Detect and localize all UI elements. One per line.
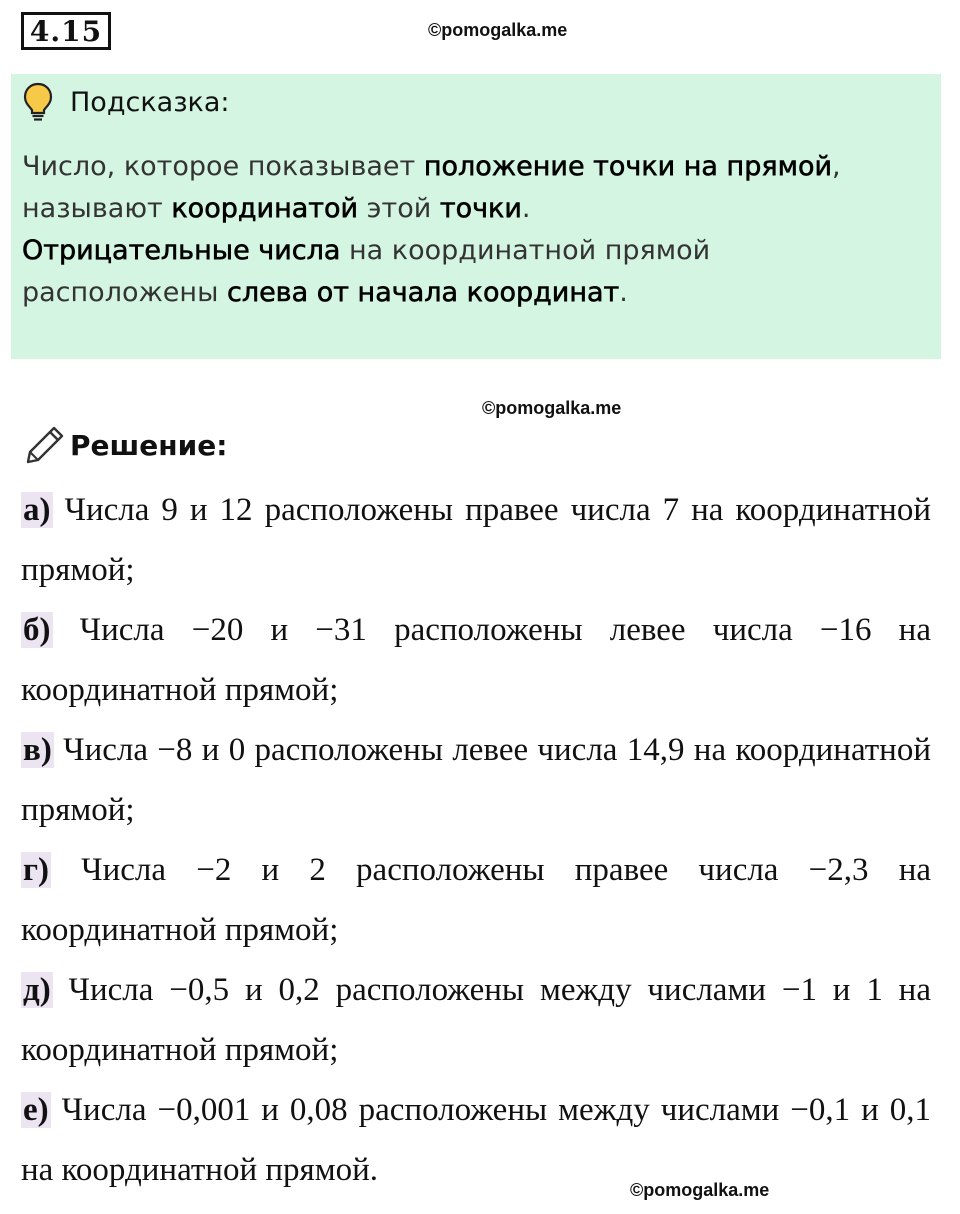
- watermark: ©pomogalka.me: [630, 1180, 770, 1200]
- hint-bold-text: Отрицательные числа: [22, 235, 341, 266]
- solution-title-text: Решение:: [70, 428, 228, 462]
- hint-text-fragment: .: [521, 193, 531, 224]
- solution-title: [24, 424, 227, 466]
- answer-text: Числа −0,001 и 0,08 расположены между числами −0,1 и 0,1 на координатной прямой.: [21, 1092, 931, 1188]
- hint-text-fragment: расположены: [22, 277, 227, 308]
- answer-letter: е): [23, 1092, 49, 1128]
- answer-item: [21, 480, 931, 600]
- answer-item: [21, 600, 931, 720]
- answer-letter: а): [23, 492, 51, 528]
- hint-bold-text: координатой: [171, 193, 359, 224]
- answer-item: [21, 1080, 931, 1200]
- hint-text: [22, 146, 922, 314]
- answer-letter: б): [23, 612, 51, 648]
- hint-text-fragment: ,: [832, 151, 841, 182]
- pencil-icon: [24, 424, 66, 466]
- hint-bold-text: точки: [439, 193, 522, 224]
- watermark: ©pomogalka.me: [482, 398, 622, 418]
- answers-list: [21, 480, 931, 1200]
- hint-text-fragment: на координатной прямой: [340, 235, 711, 266]
- answer-text: Числа −20 и −31 расположены левее числа −16 на координатной прямой;: [21, 612, 931, 708]
- hint-bold-text: слева от начала координат: [226, 277, 620, 308]
- answer-item: [21, 840, 931, 960]
- hint-text-fragment: этой: [358, 193, 440, 224]
- answer-text: Числа 9 и 12 расположены правее числа 7 на координатной прямой;: [21, 492, 931, 588]
- hint-text-fragment: Число, которое показывает: [22, 151, 424, 182]
- hint-title: [22, 82, 230, 122]
- watermark: ©pomogalka.me: [428, 20, 568, 40]
- answer-letter: г): [23, 852, 49, 888]
- answer-letter: в): [23, 732, 52, 768]
- answer-item: [21, 720, 931, 840]
- task-number: 4.15: [21, 12, 111, 50]
- answer-text: Числа −8 и 0 расположены левее числа 14,9 на координатной прямой;: [21, 732, 931, 828]
- answer-item: [21, 960, 931, 1080]
- answer-text: Числа −2 и 2 расположены правее числа −2,3 на координатной прямой;: [21, 852, 931, 948]
- hint-text-fragment: .: [619, 277, 628, 308]
- hint-text-fragment: называют: [22, 193, 172, 224]
- lightbulb-icon: [22, 82, 54, 122]
- answer-text: Числа −0,5 и 0,2 расположены между числами −1 и 1 на координатной прямой;: [21, 972, 931, 1068]
- hint-title-text: Подсказка:: [70, 86, 230, 118]
- answer-letter: д): [23, 972, 51, 1008]
- hint-bold-text: положение точки на прямой: [423, 151, 833, 182]
